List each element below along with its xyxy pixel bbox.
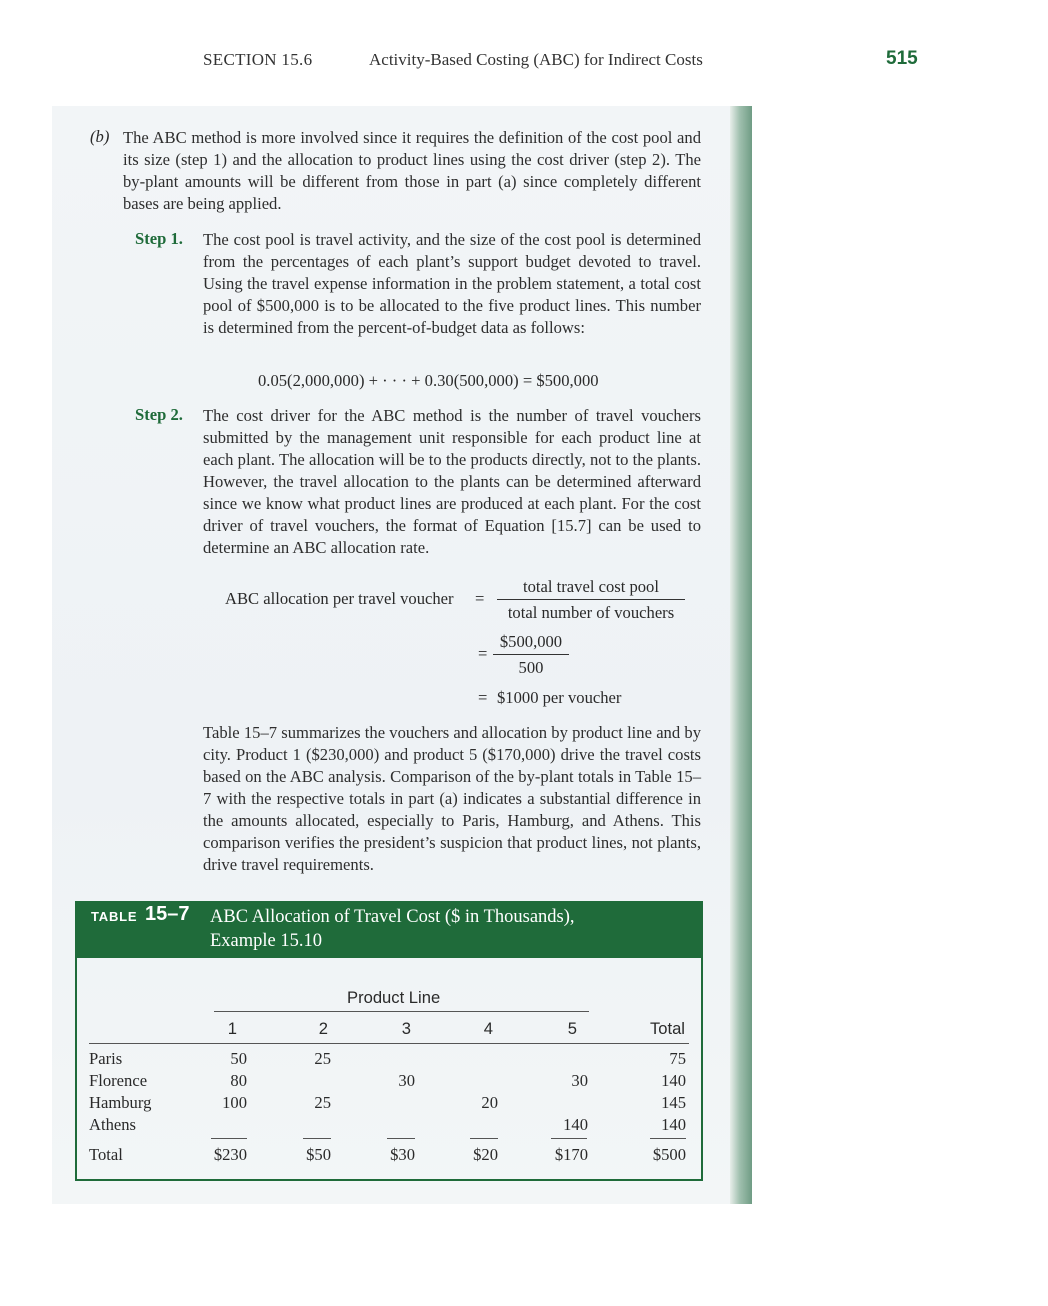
table-cell: 140 xyxy=(661,1115,686,1134)
table-total-cell: $20 xyxy=(473,1145,498,1164)
sum-rule xyxy=(551,1138,587,1139)
table-cell: 100 xyxy=(222,1093,247,1112)
table-total-cell: $50 xyxy=(306,1145,331,1164)
table-title-bar xyxy=(77,903,701,958)
table-total-cell: $170 xyxy=(554,1145,588,1164)
column-header-total: Total xyxy=(649,1019,685,1038)
group-header-rule xyxy=(214,1011,589,1012)
fraction-numerator: total travel cost pool xyxy=(523,577,659,596)
summary-paragraph: Table 15–7 summarizes the vouchers and allocation by product line and by city. Product 1 ($230,000) and product 5 ($170,000) drive the travel costs based on the ABC analysis. Comparison of the by-plant totals in Table 15–7 with the respective totals in part (a) indicates a substantial difference in the amounts allocated, especially to Paris, Hamburg, and Athens. This comparison verifies the president’s suspicion that product lines, not plants, drive travel requirements. xyxy=(203,723,701,874)
fraction-denominator: 500 xyxy=(518,658,544,677)
row-label-total: Total xyxy=(89,1145,123,1164)
row-label-paris: Paris xyxy=(89,1049,123,1068)
table-caption-line-1: ABC Allocation of Travel Cost ($ in Thousands), xyxy=(210,907,575,927)
formula-fraction-2 xyxy=(493,632,569,678)
formula-result: $1000 per voucher xyxy=(497,688,622,707)
table-cell: 75 xyxy=(669,1049,686,1068)
column-header-5: 5 xyxy=(567,1019,577,1038)
table-cell: 140 xyxy=(563,1115,588,1134)
table-number: 15–7 xyxy=(145,903,190,925)
header-rule xyxy=(89,1043,689,1044)
section-number: SECTION 15.6 xyxy=(203,50,313,69)
sum-rule xyxy=(650,1138,686,1139)
fraction-numerator: $500,000 xyxy=(499,632,563,651)
row-label-florence: Florence xyxy=(89,1071,148,1090)
product-line-header: Product Line xyxy=(347,988,441,1007)
step-2-label: Step 2. xyxy=(135,405,183,424)
column-header-4: 4 xyxy=(483,1019,493,1038)
table-cell: 30 xyxy=(398,1071,415,1090)
column-header-3: 3 xyxy=(401,1019,411,1038)
table-cell: 50 xyxy=(230,1049,247,1068)
sum-rule xyxy=(470,1138,498,1139)
table-tag: TABLE xyxy=(91,909,138,924)
running-title: Activity-Based Costing (ABC) for Indirect Costs xyxy=(369,50,703,69)
formula-lhs: ABC allocation per travel voucher xyxy=(225,589,454,608)
row-label-hamburg: Hamburg xyxy=(89,1093,152,1112)
page-edge-decoration xyxy=(730,106,752,1204)
equals-sign: = xyxy=(475,589,485,608)
row-label-athens: Athens xyxy=(89,1115,137,1134)
fraction-bar xyxy=(493,654,569,655)
column-header-1: 1 xyxy=(227,1019,237,1038)
equals-sign: = xyxy=(478,644,488,663)
page-number: 515 xyxy=(886,48,918,69)
fraction-denominator: total number of vouchers xyxy=(507,603,675,622)
step-2-paragraph: The cost driver for the ABC method is the number of travel vouchers submitted by the management unit responsible for each product line at each plant. The allocation will be to the products directly, not to the plants. However, the travel allocation to the plants can be determined afterward since we know what product lines are produced at each plant. For the cost driver of travel vouchers, the format of Equation [15.7] can be used to determine an ABC allocation rate. xyxy=(203,406,701,557)
sum-rule xyxy=(303,1138,331,1139)
step-1-label: Step 1. xyxy=(135,229,183,248)
table-caption-line-2: Example 15.10 xyxy=(210,931,323,951)
table-total-cell: $230 xyxy=(213,1145,247,1164)
table-cell: 25 xyxy=(314,1049,331,1068)
table-cell: 20 xyxy=(481,1093,498,1112)
page-header xyxy=(0,48,1048,78)
table-caption xyxy=(210,905,690,953)
cost-pool-equation: 0.05(2,000,000) + · · · + 0.30(500,000) = $500,000 xyxy=(258,371,599,390)
table-cell: 140 xyxy=(661,1071,686,1090)
table-cell: 30 xyxy=(571,1071,588,1090)
sum-rule xyxy=(387,1138,415,1139)
table-cell: 80 xyxy=(230,1071,247,1090)
sum-rule xyxy=(211,1138,247,1139)
equals-sign: = xyxy=(478,688,488,707)
part-b-marker: (b) xyxy=(90,127,110,146)
step-1-paragraph: The cost pool is travel activity, and the size of the cost pool is determined from the percentages of each plant’s support budget devoted to travel. Using the travel expense information in the problem statement, a total cost pool of $500,000 is to be allocated to the five product lines. This number is determined from the percent-of-budget data as follows: xyxy=(203,230,701,337)
table-cell: 25 xyxy=(314,1093,331,1112)
table-total-cell: $30 xyxy=(390,1145,415,1164)
fraction-bar xyxy=(497,599,685,600)
table-total-cell: $500 xyxy=(652,1145,686,1164)
table-15-7 xyxy=(75,901,703,1181)
table-cell: 145 xyxy=(661,1093,686,1112)
formula-fraction-1 xyxy=(497,577,685,623)
part-b-paragraph: The ABC method is more involved since it requires the definition of the cost pool and its size (step 1) and the allocation to product lines using the cost driver (step 2). The by-plant amounts will be different from those in part (a) since completely different bases are being applied. xyxy=(123,128,701,213)
column-header-2: 2 xyxy=(318,1019,328,1038)
